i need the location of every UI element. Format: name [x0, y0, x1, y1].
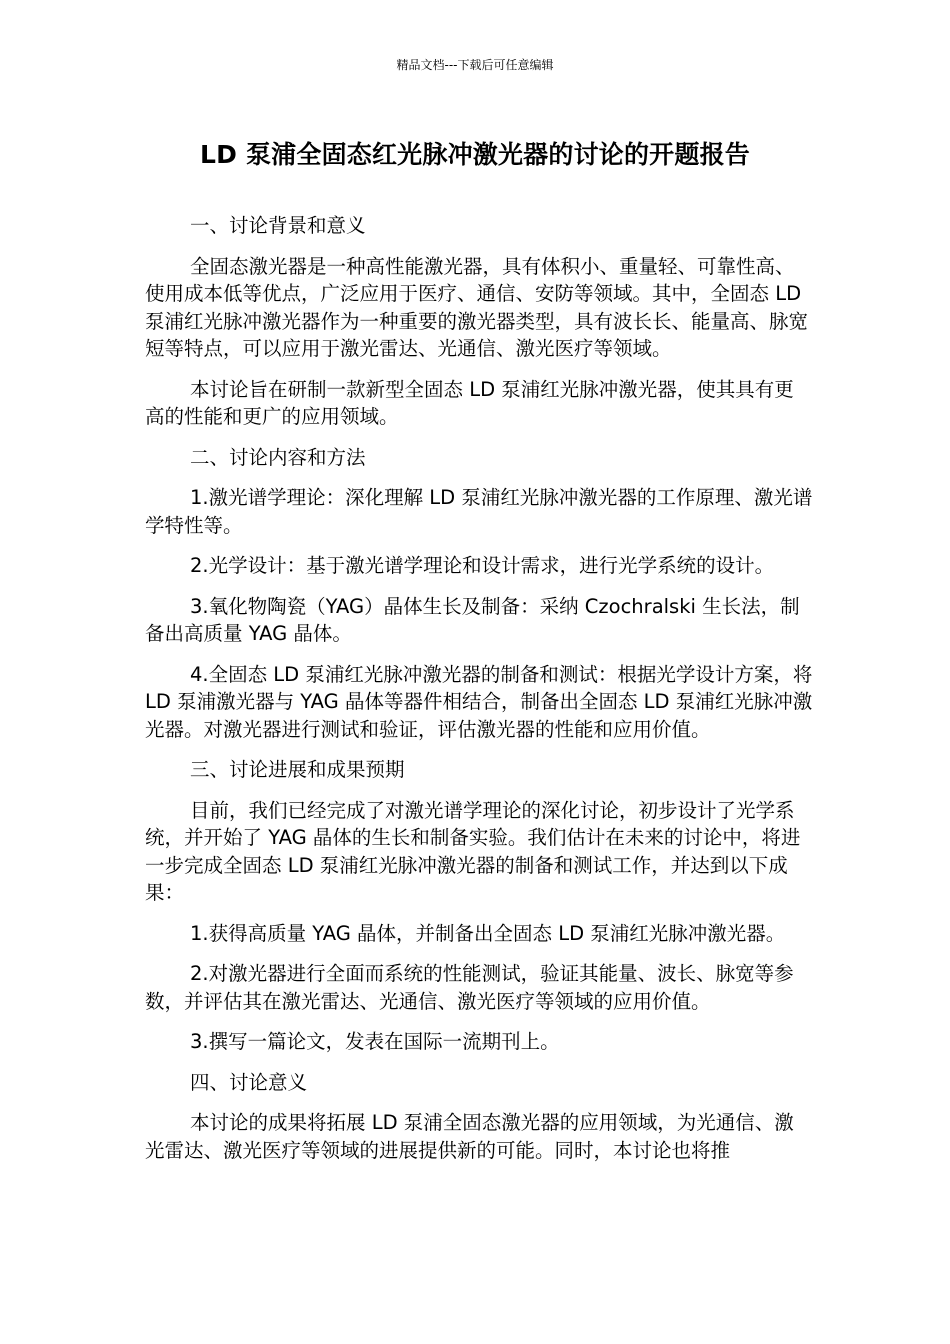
- list-paragraph: 3.撰写一篇论文，发表在国际一流期刊上。: [190, 1030, 560, 1053]
- list-paragraph: 2.光学设计：基于激光谱学理论和设计需求，进行光学系统的设计。: [190, 554, 775, 577]
- body-paragraph: 全固态激光器是一种高性能激光器，具有体积小、重量轻、可靠性高、使用成本低等优点，广泛应用于医疗、通信、安防等领域。其中，全固态 LD 泵浦红光脉冲激光器作为一种重要的激光器类型，具有波长长、能量高、脉宽短等特点，可以应用于激光雷达、光通信、激光医疗等领域。: [145, 254, 809, 360]
- list-paragraph: 1.获得高质量 YAG 晶体，并制备出全固态 LD 泵浦红光脉冲激光器。: [190, 921, 786, 945]
- body-paragraph: 本讨论旨在研制一款新型全固态 LD 泵浦红光脉冲激光器，使其具有更高的性能和更广的应用领域。: [145, 377, 794, 428]
- document-body: [145, 212, 813, 1164]
- section-heading: 二、讨论内容和方法: [190, 445, 366, 469]
- section-heading: 三、讨论进展和成果预期: [190, 758, 405, 781]
- body-paragraph: 目前，我们已经完成了对激光谱学理论的深化讨论，初步设计了光学系统，并开始了 YAG 晶体的生长和制备实验。我们估计在未来的讨论中，将进一步完成全固态 LD 泵浦红光脉冲激光器的制备和测试工作，并达到以下成果：: [145, 798, 801, 904]
- section-heading: 一、讨论背景和意义: [190, 214, 366, 237]
- document-title: LD 泵浦全固态红光脉冲激光器的讨论的开题报告: [200, 140, 750, 169]
- list-paragraph: 2.对激光器进行全面而系统的性能测试，验证其能量、波长、脉宽等参数，并评估其在激光雷达、光通信、激光医疗等领域的应用价值。: [145, 962, 794, 1013]
- list-paragraph: 1.激光谱学理论：深化理解 LD 泵浦红光脉冲激光器的工作原理、激光谱学特性等。: [145, 486, 813, 537]
- body-paragraph: 本讨论的成果将拓展 LD 泵浦全固态激光器的应用领域，为光通信、激光雷达、激光医疗等领域的进展提供新的可能。同时，本讨论也将推: [145, 1111, 794, 1162]
- section-heading: 四、讨论意义: [190, 1070, 308, 1094]
- page-header-note: 精品文档---下载后可任意编辑: [396, 58, 554, 72]
- list-paragraph: 3.氧化物陶瓷（YAG）晶体生长及制备：采纳 Czochralski 生长法，制备出高质量 YAG 晶体。: [145, 594, 800, 645]
- list-paragraph: 4.全固态 LD 泵浦红光脉冲激光器的制备和测试：根据光学设计方案，将 LD 泵浦激光器与 YAG 晶体等器件相结合，制备出全固态 LD 泵浦红光脉冲激光器。对激光器进行测试和验证，评估激光器的性能和应用价值。: [145, 662, 813, 741]
